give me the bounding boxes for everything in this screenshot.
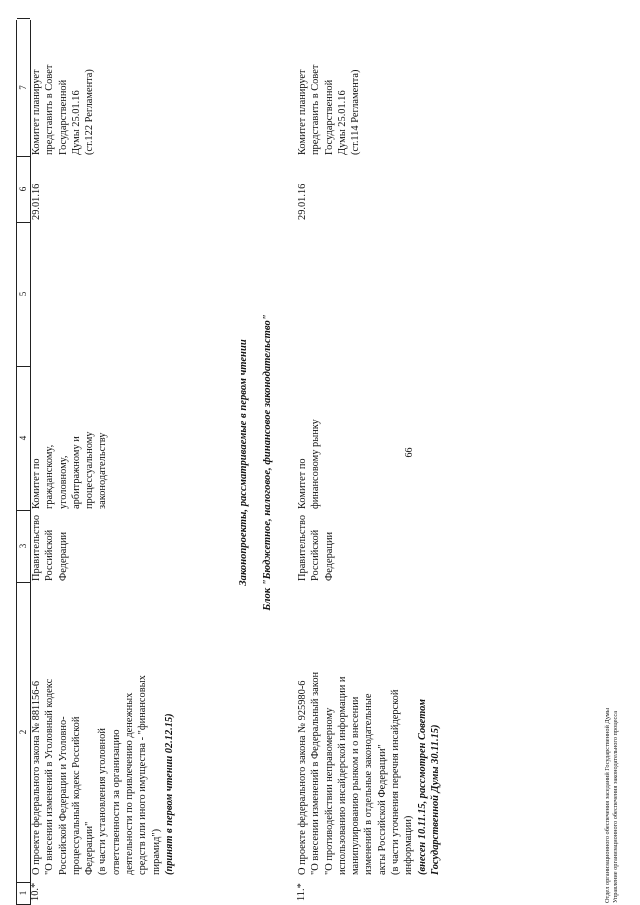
date: 29.01.16 — [297, 183, 308, 220]
action: Комитет планирует представить в Совет Государственной Думы 25.01.16 (ст.122 Регламента) — [31, 64, 96, 155]
row-number: 11.* — [296, 883, 307, 901]
action: Комитет планирует представить в Совет Государственной Думы 25.01.16 (ст.114 Регламента) — [297, 64, 362, 155]
block-heading: Блок "Бюджетное, налоговое, финансовое законодательство" — [262, 314, 273, 611]
section-heading: Законопроекты, рассматриваемые в первом чтении — [238, 339, 249, 586]
footer-line-2: Управление организационного обеспечения законодательного процесса — [612, 711, 619, 903]
page-number: 66 — [404, 447, 415, 458]
footer — [604, 708, 620, 903]
row-number: 10.* — [30, 882, 41, 901]
footer-line-1: Отдел организационного обеспечения заседаний Государственной Думы — [604, 708, 611, 903]
initiator: Правительство Российской Федерации — [297, 514, 335, 581]
column-header-4: 4 — [17, 366, 30, 511]
bill-title — [30, 583, 176, 875]
column-header-5: 5 — [17, 222, 30, 367]
committee: Комитет по финансовому рынку — [297, 419, 322, 509]
table-header — [16, 20, 31, 905]
bill-title-text: О проекте федерального закона № 925980-6 "О внесении изменений в Федеральный закон "О противодействии неправомерному использованию инсайдерской информации и манипулированию рынком и о внесении изменений в отдельные законодательные акты Российской Федерации" (в части уточнения перечня инсайдерской информации) — [297, 671, 415, 875]
initiator: Правительство Российской Федерации — [31, 514, 69, 581]
column-header-7: 7 — [17, 18, 30, 157]
bill-note: (внесен 10.11.15, рассмотрен Советом Государственной Думы 30.11.15) — [416, 698, 441, 875]
column-header-1: 1 — [17, 882, 30, 905]
column-header-2: 2 — [17, 582, 30, 883]
date: 29.01.16 — [31, 183, 42, 220]
column-header-6: 6 — [17, 156, 30, 223]
column-header-3: 3 — [17, 510, 30, 583]
bill-title-text: О проекте федерального закона № 881156-6 "О внесении изменений в Уголовный кодекс Российской Федерации и Уголовно- процессуальный кодекс Российской Федерации" (в части установления уголовной ответственности за организацию деятельности по привлечению денежных средств или иного имущества - "финансовых пирамид") — [31, 675, 162, 875]
bill-note: (принят в первом чтении 02.12.15) — [163, 713, 175, 875]
committee: Комитет по гражданскому, уголовному, арбитражному и процессуальному законодательству — [31, 431, 109, 509]
bill-title — [296, 583, 442, 875]
